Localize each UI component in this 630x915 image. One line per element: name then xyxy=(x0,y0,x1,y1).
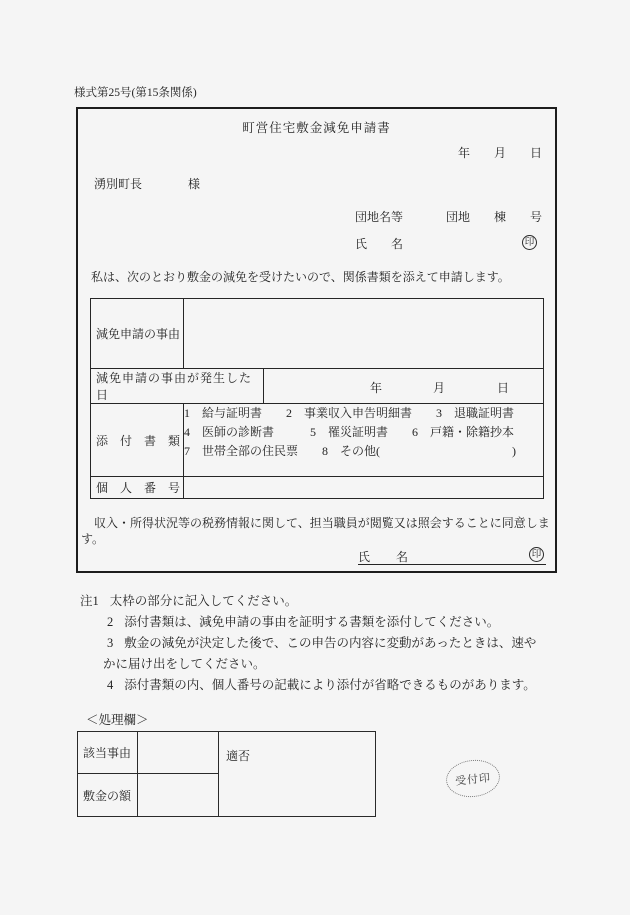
note-number: 2 xyxy=(107,615,114,629)
attachments-line-3: 7 世帯全部の住民票 8 その他( ) xyxy=(184,444,516,458)
application-statement: 私は、次のとおり敷金の減免を受けたいので、関係書類を添えて申請します。 xyxy=(91,270,510,284)
consent-name-sei-label: 氏 xyxy=(358,550,371,564)
table-row-attachments xyxy=(91,404,544,477)
processing-row-reason xyxy=(78,732,376,774)
note-text: 敷金の減免が決定した後で、この申告の内容に変動があったときは、速やかに届け出をしてください。 xyxy=(103,636,537,671)
reason-value-cell xyxy=(184,299,544,369)
occurrence-date-cell xyxy=(264,369,544,404)
note-number: 4 xyxy=(107,678,114,692)
processing-table xyxy=(77,731,376,817)
attachments-line-1: 1 給与証明書 2 事業収入申告明細書 3 退職証明書 xyxy=(184,406,515,420)
name-sei-label: 氏 xyxy=(355,237,368,251)
note-item-3 xyxy=(103,633,542,675)
note-text: 添付書類の内、個人番号の記載により添付が省略できるものがあります。 xyxy=(124,678,536,692)
date-day-label: 日 xyxy=(530,146,543,160)
occurrence-year-label: 年 xyxy=(370,381,383,395)
estate-building-label: 棟 xyxy=(494,210,507,224)
occurrence-label-cell: 減免申請の事由が発生した日 xyxy=(91,369,264,404)
form-style-number: 様式第25号(第15条関係) xyxy=(74,87,197,99)
note-item-1 xyxy=(80,591,542,612)
application-form-box xyxy=(76,107,557,573)
consent-signature-line xyxy=(358,546,546,565)
attachments-list-cell xyxy=(184,404,544,477)
attachments-label-cell: 添 付 書 類 xyxy=(91,404,184,477)
reason-label-cell: 減免申請の事由 xyxy=(91,299,184,369)
processing-result-cell: 適否 xyxy=(219,732,376,817)
date-year-label: 年 xyxy=(458,146,471,160)
tax-info-consent-text: 収入・所得状況等の税務情報に関して、担当職員が閲覧又は照会することに同意します。 xyxy=(81,516,550,546)
notes-list xyxy=(80,591,542,696)
table-row-occurrence-date xyxy=(91,369,544,404)
addressee-title: 湧別町長 xyxy=(94,177,143,191)
reception-stamp-placeholder: 受付印 xyxy=(444,757,502,799)
note-number: 注1 xyxy=(80,594,99,608)
processing-reason-value-cell xyxy=(138,732,219,774)
processing-amount-value-cell xyxy=(138,774,219,817)
seal-icon: 印 xyxy=(529,547,544,562)
note-item-4 xyxy=(103,675,542,696)
application-table xyxy=(90,298,544,499)
note-item-2 xyxy=(103,612,542,633)
note-text: 添付書類は、減免申請の事由を証明する書類を添付してください。 xyxy=(124,615,500,629)
table-row-reason xyxy=(91,299,544,369)
estate-unit-label: 号 xyxy=(530,210,543,224)
occurrence-day-label: 日 xyxy=(497,381,510,395)
personal-number-value-cell xyxy=(184,477,544,499)
processing-section-heading: ＜処理欄＞ xyxy=(86,713,149,727)
form-title: 町営住宅敷金減免申請書 xyxy=(242,121,391,135)
estate-label: 団地名等 xyxy=(355,210,404,224)
seal-icon: 印 xyxy=(522,235,537,250)
addressee-honorific: 様 xyxy=(188,177,201,191)
attachments-line-2: 4 医師の診断書 5 罹災証明書 6 戸籍・除籍抄本 xyxy=(184,425,515,439)
estate-danchi-label: 団地 xyxy=(446,210,471,224)
processing-amount-label-cell: 敷金の額 xyxy=(78,774,138,817)
date-month-label: 月 xyxy=(494,146,507,160)
occurrence-month-label: 月 xyxy=(433,381,446,395)
table-row-personal-number xyxy=(91,477,544,499)
name-mei-label: 名 xyxy=(391,237,404,251)
personal-number-label-cell: 個 人 番 号 xyxy=(91,477,184,499)
note-number: 3 xyxy=(107,636,114,650)
processing-reason-label-cell: 該当事由 xyxy=(78,732,138,774)
note-text: 太枠の部分に記入してください。 xyxy=(109,594,298,608)
consent-name-mei-label: 名 xyxy=(396,550,409,564)
